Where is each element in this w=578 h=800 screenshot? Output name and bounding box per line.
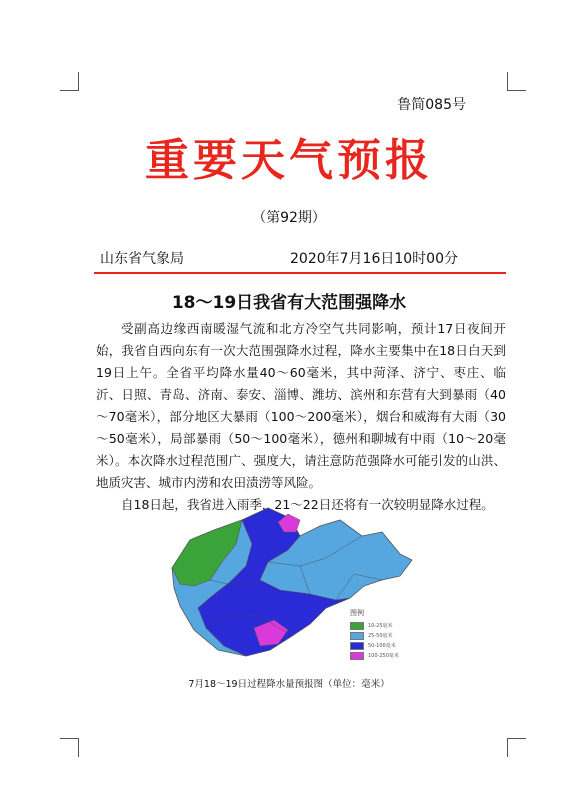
- legend-label: 50-100毫米: [368, 643, 396, 649]
- legend-label: 25-50毫米: [368, 633, 393, 639]
- header-divider: [94, 272, 506, 274]
- map-caption: 7月18～19日过程降水量预报图（单位：毫米）: [188, 679, 390, 690]
- crop-mark-bottom-right: [507, 738, 526, 757]
- issue-datetime: 2020年7月16日10时00分: [290, 251, 458, 267]
- document-number: 鲁简085号: [397, 97, 466, 113]
- article-paragraph: 自18日起，我省进入雨季，21～22日还将有一次较明显降水过程。: [121, 497, 494, 512]
- crop-mark-bottom-left: [60, 738, 79, 757]
- article-headline: 18～19日我省有大范围强降水: [171, 293, 407, 313]
- legend-label: 100-250毫米: [368, 653, 399, 659]
- legend-swatch-moderate: [350, 622, 364, 630]
- page-title: 重要天气预报: [145, 135, 433, 186]
- article-body: [96, 318, 506, 516]
- crop-mark-top-left: [60, 72, 79, 91]
- legend-item: [350, 641, 430, 650]
- crop-mark-top-right: [507, 72, 526, 91]
- issuing-agency: 山东省气象局: [100, 251, 184, 267]
- map-legend: [350, 608, 430, 661]
- legend-item: [350, 621, 430, 630]
- legend-swatch-storm: [350, 642, 364, 650]
- legend-item: [350, 631, 430, 640]
- legend-label: 10-25毫米: [368, 623, 393, 629]
- issue-number: （第92期）: [252, 210, 326, 226]
- legend-swatch-severe: [350, 652, 364, 660]
- legend-swatch-heavy: [350, 632, 364, 640]
- legend-title: 图例: [350, 609, 364, 617]
- legend-item: [350, 651, 430, 660]
- article-paragraph: 受副高边缘西南暖湿气流和北方冷空气共同影响，预计17日夜间开始，我省自西向东有一次大范围强降水过程，降水主要集中在18日白天到19日上午。全省平均降水量40～60毫米，其中菏泽、济宁、枣庄、临沂、日照、青岛、济南、泰安、淄博、潍坊、滨州和东营有大到暴雨（40～70毫米），部分地区大暴雨（100～200毫米），烟台和威海有大雨（30～50毫米），局部暴雨（50～100毫米），德州和聊城有中雨（10～20毫米）。本次降水过程范围广、强度大，请注意防范强降水可能引发的山洪、地质灾害、城市内涝和农田渍涝等风险。: [96, 321, 506, 490]
